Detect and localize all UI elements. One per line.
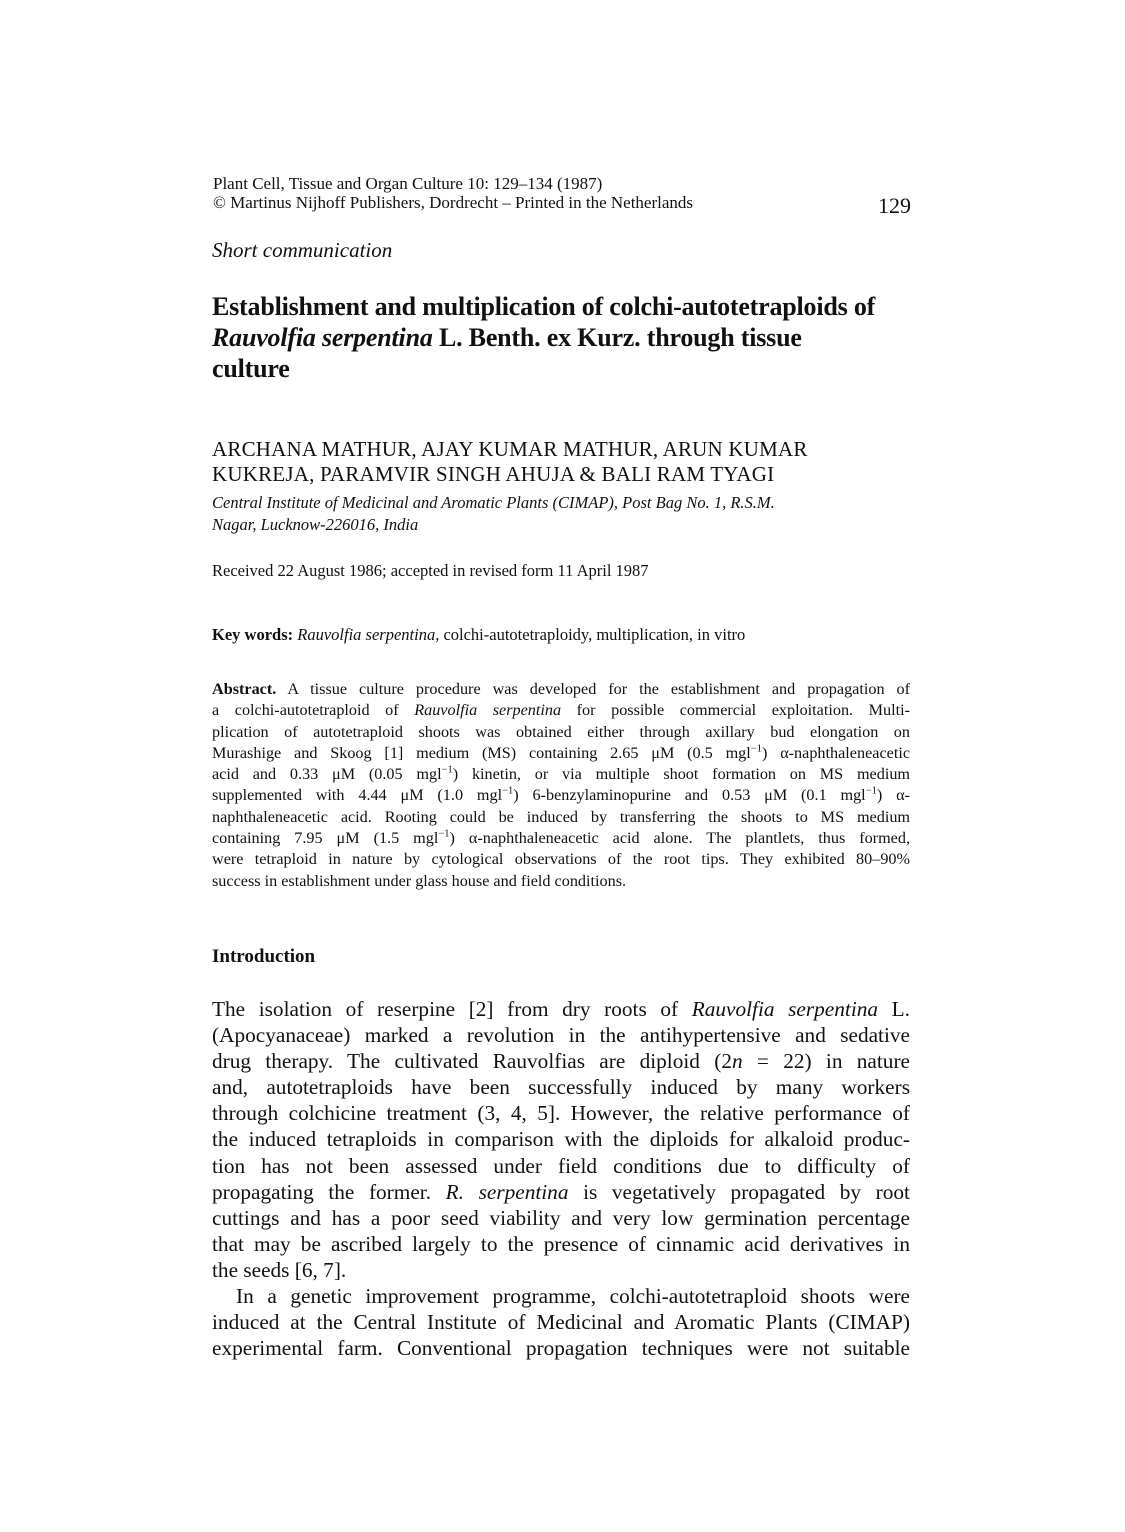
received-dates: Received 22 August 1986; accepted in revised form 11 April 1987	[212, 561, 649, 580]
author-affiliation	[212, 492, 922, 536]
body-text: L.	[878, 997, 910, 1021]
body-line: In a genetic improvement programme, colchi-autotetraploid shoots were	[236, 1284, 910, 1309]
abstract	[212, 679, 910, 892]
abstract-text: ) kinetin, or via multiple shoot formation on MS medium	[452, 765, 911, 784]
superscript: −1	[441, 764, 453, 776]
title-line	[212, 322, 912, 353]
superscript: −1	[438, 828, 450, 840]
body-text: The isolation of reserpine [2] from dry roots of	[212, 997, 692, 1021]
body-text: = 22) in nature	[742, 1049, 910, 1074]
abstract-text: supplemented with 4.44 μM (1.0 mgl	[212, 786, 503, 805]
abstract-text: containing 7.95 μM (1.5 mgl	[212, 829, 439, 848]
keywords	[212, 625, 745, 645]
publisher-line: © Martinus Nijhoff Publishers, Dordrecht – Printed in the Netherlands	[213, 193, 694, 212]
abstract-text: ) α-naphthaleneacetic	[761, 743, 910, 762]
body-text: is vegetatively propagated by root	[568, 1179, 910, 1204]
body-line: (Apocyanaceae) marked a revolution in the antihypertensive and sedative	[212, 1023, 910, 1048]
section-type: Short communication	[212, 238, 393, 262]
body-line: and, autotetraploids have been successfully induced by many workers	[212, 1075, 910, 1100]
body-line: through colchicine treatment (3, 4, 5]. However, the relative performance of	[212, 1101, 910, 1126]
body-species: Rauvolfia serpentina	[691, 997, 879, 1021]
title-line: culture	[212, 354, 290, 383]
abstract-text: Murashige and Skoog [1] medium (MS) containing 2.65 μM (0.5 mgl	[212, 743, 751, 762]
body-line: the induced tetraploids in comparison with the diploids for alkaloid produc-	[212, 1127, 910, 1152]
body-line: the seeds [6, 7].	[212, 1257, 347, 1282]
abstract-text: ) α-naphthaleneacetic acid alone. The plantlets, thus formed,	[449, 829, 910, 848]
body-line: induced at the Central Institute of Medicinal and Aromatic Plants (CIMAP)	[212, 1310, 910, 1335]
abstract-line	[212, 764, 910, 785]
author-line: KUKREJA, PARAMVIR SINGH AHUJA & BALI RAM TYAGI	[212, 462, 775, 486]
abstract-label: Abstract.	[212, 680, 277, 698]
journal-citation	[213, 174, 913, 212]
abstract-line	[212, 700, 910, 721]
body-text: drug therapy. The cultivated Rauvolfias are diploid (2	[212, 1049, 732, 1074]
author-line: ARCHANA MATHUR, AJAY KUMAR MATHUR, ARUN KUMAR	[212, 437, 808, 461]
author-list	[212, 437, 922, 487]
superscript: −1	[502, 786, 514, 798]
journal-citation-line: Plant Cell, Tissue and Organ Culture 10: 129–134 (1987)	[213, 174, 603, 193]
introduction-body	[212, 996, 910, 1361]
body-line	[212, 996, 910, 1022]
body-species: R. serpentina	[445, 1179, 569, 1204]
body-line	[212, 1048, 910, 1074]
body-line: cuttings and has a poor seed viability and very low germination percentage	[212, 1205, 910, 1230]
abstract-line: plication of autotetraploid shoots was obtained either through axillary bud elongation on	[212, 722, 910, 741]
affiliation-line: Central Institute of Medicinal and Aromatic Plants (CIMAP), Post Bag No. 1, R.S.M.	[212, 493, 775, 512]
section-heading-introduction: Introduction	[212, 946, 316, 967]
page-number: 129	[878, 193, 911, 218]
title-text: L. Benth. ex Kurz. through tissue	[432, 323, 802, 352]
abstract-line	[212, 679, 910, 700]
body-text: propagating the former.	[212, 1179, 446, 1204]
abstract-text: A tissue culture procedure was developed for the establishment and propagation of	[276, 680, 910, 698]
abstract-text: ) 6-benzylaminopurine and 0.53 μM (0.1 mgl	[513, 786, 866, 805]
abstract-line	[212, 828, 910, 849]
abstract-line	[212, 785, 910, 806]
abstract-line: success in establishment under glass house and field conditions.	[212, 871, 627, 890]
abstract-text: acid and 0.33 μM (0.05 mgl	[212, 765, 442, 784]
keyword-species: Rauvolfia serpentina,	[297, 625, 440, 644]
body-line: that may be ascribed largely to the presence of cinnamic acid derivatives in	[212, 1231, 910, 1256]
abstract-line: naphthaleneacetic acid. Rooting could be induced by transferring the shoots to MS medium	[212, 807, 910, 826]
title-line: Establishment and multiplication of colchi-autotetraploids of	[212, 292, 876, 321]
abstract-line	[212, 743, 910, 764]
title-species-name: Rauvolfia serpentina	[212, 323, 433, 352]
superscript: −1	[750, 743, 762, 755]
body-line	[212, 1179, 910, 1205]
abstract-text: a colchi-autotetraploid of	[212, 701, 415, 720]
abstract-species: Rauvolfia serpentina	[414, 701, 562, 720]
body-variable: n	[731, 1049, 743, 1074]
affiliation-line: Nagar, Lucknow-226016, India	[212, 515, 419, 534]
body-line: experimental farm. Conventional propagation techniques were not suitable	[212, 1336, 910, 1361]
body-line: tion has not been assessed under field conditions due to difficulty of	[212, 1153, 910, 1178]
article-title	[212, 291, 912, 384]
superscript: −1	[865, 786, 877, 798]
keywords-label: Key words:	[212, 625, 294, 644]
keywords-list: colchi-autotetraploidy, multiplication, in vitro	[439, 625, 746, 644]
abstract-text: for possible commercial exploitation. Multi-	[561, 701, 911, 720]
abstract-text: ) α-	[876, 786, 910, 805]
abstract-line: were tetraploid in nature by cytological observations of the root tips. They exhibited 80–90%	[212, 850, 910, 869]
